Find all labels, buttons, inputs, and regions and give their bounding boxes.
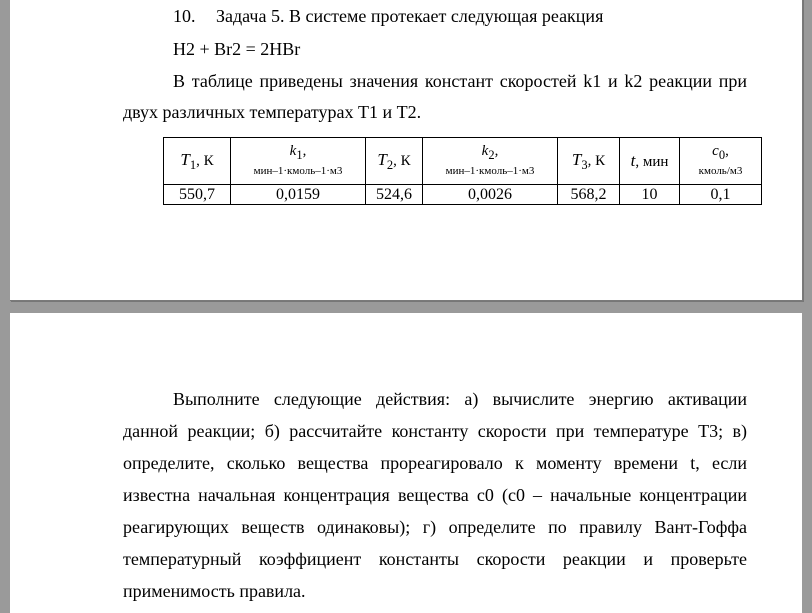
- intro-line-1: В таблице приведены значения констант скоростей k1 и k2 реакции при: [173, 71, 747, 91]
- tasks-line: данной реакции; б) рассчитайте константу скорости при температуре Т3; в): [123, 421, 747, 441]
- header-k1: $k_1$, мин–1·кмоль–1·м3: [231, 138, 366, 185]
- header-T2: $T_2$, К: [366, 138, 423, 185]
- header-T1: $T_1$, К: [164, 138, 231, 185]
- header-k2: $k_2$, мин–1·кмоль–1·м3: [423, 138, 558, 185]
- value-T2: 524,6: [366, 185, 423, 205]
- value-t: 10: [620, 185, 680, 205]
- tasks-line: известна начальная концентрация вещества c0 (c0 – начальные концентрации: [123, 485, 747, 505]
- rate-constants-table: [163, 137, 762, 205]
- header-t: t, мин: [620, 138, 680, 185]
- intro-line-2: двух различных температурах Т1 и Т2.: [123, 102, 422, 122]
- tasks-paragraph: [123, 383, 747, 607]
- value-c0: 0,1: [680, 185, 762, 205]
- header-c0: $c_0$, кмоль/м3: [680, 138, 762, 185]
- tasks-line: Выполните следующие действия: а) вычислите энергию активации: [173, 389, 747, 409]
- problem-number: 10.: [173, 6, 196, 26]
- tasks-line: применимость правила.: [123, 581, 306, 601]
- value-T3: 568,2: [558, 185, 620, 205]
- table-header-row: [164, 138, 762, 185]
- problem-title: Задача 5. В системе протекает следующая реакция: [216, 6, 604, 26]
- reaction-equation: H2 + Br2 = 2HBr: [173, 39, 301, 59]
- header-T3: $T_3$, К: [558, 138, 620, 185]
- value-k2: 0,0026: [423, 185, 558, 205]
- tasks-line: определите, сколько вещества прореагировало к моменту времени t, если: [123, 453, 747, 473]
- table-row: [164, 185, 762, 205]
- value-T1: 550,7: [164, 185, 231, 205]
- value-k1: 0,0159: [231, 185, 366, 205]
- tasks-line: температурный коэффициент константы скорости реакции и проверьте: [123, 549, 747, 569]
- tasks-line: реагирующих веществ одинаковы); г) определите по правилу Вант-Гоффа: [123, 517, 747, 537]
